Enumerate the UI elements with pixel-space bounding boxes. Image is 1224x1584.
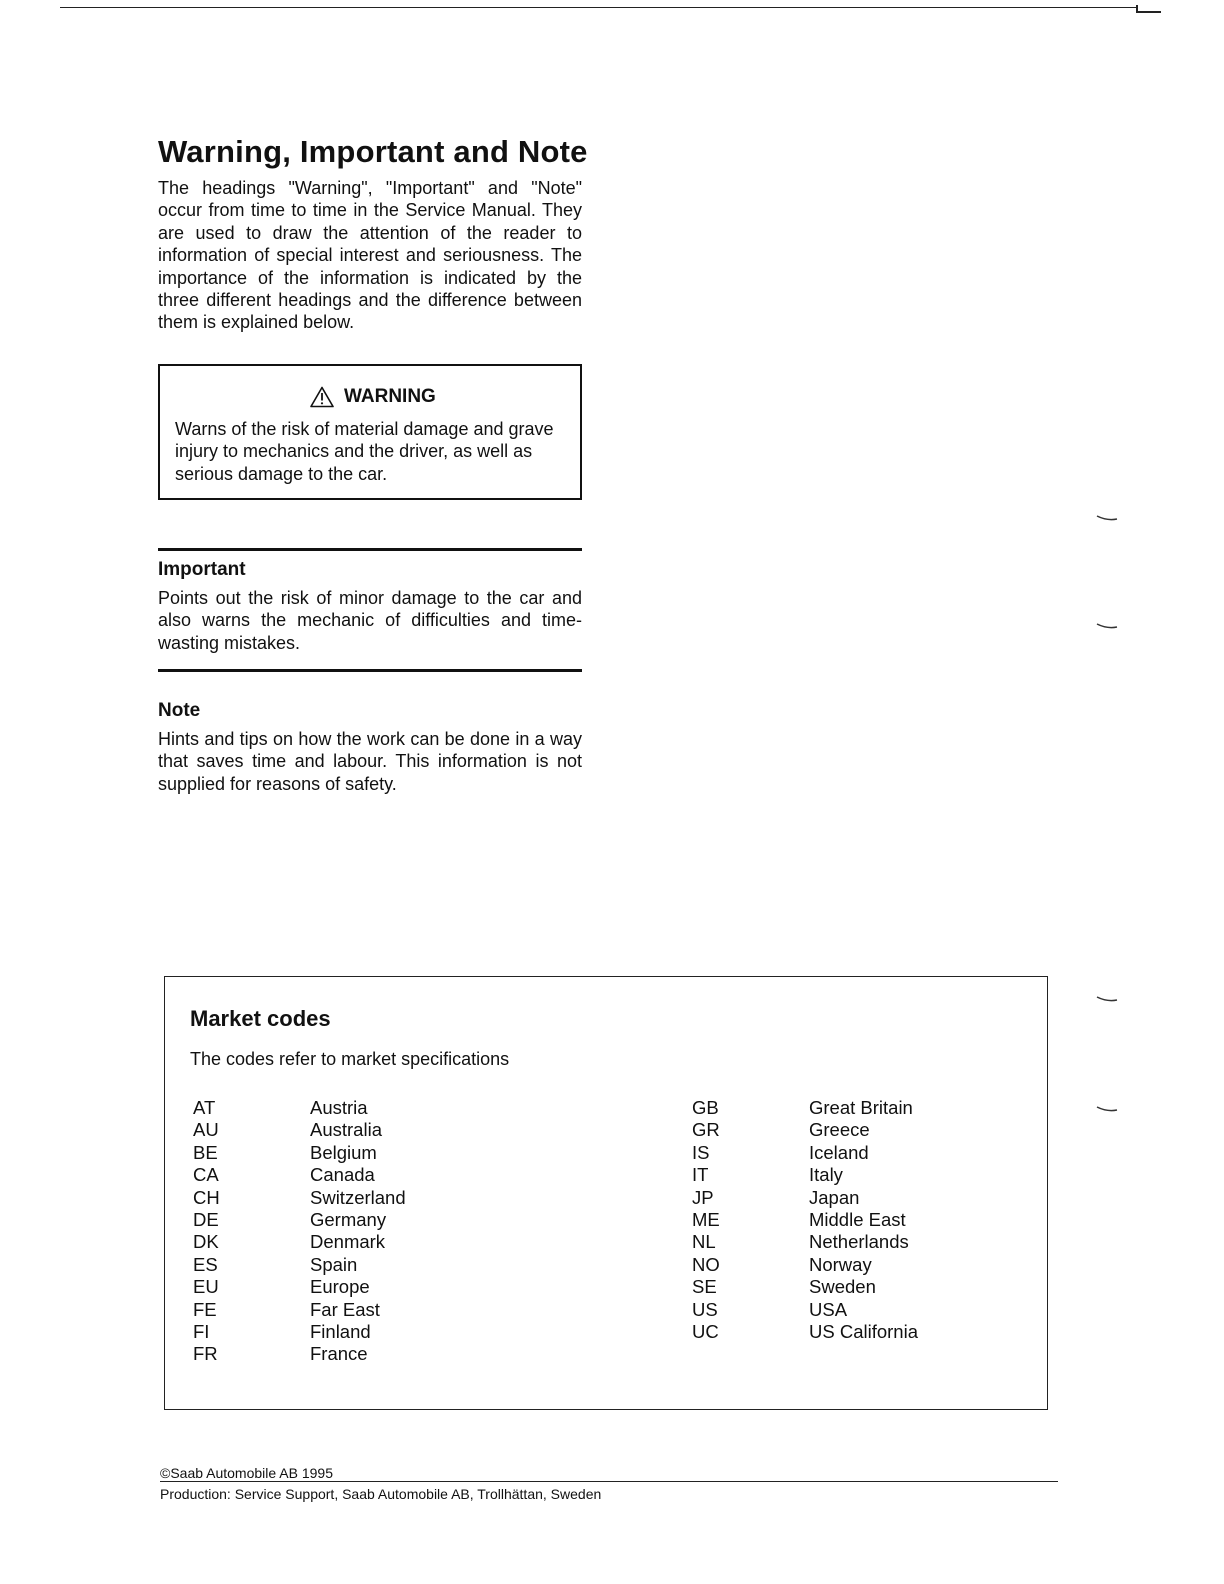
important-text: Points out the risk of minor damage to the car and also warns the mechanic of difficulties and time-wasting mistakes. [158,588,582,653]
warning-heading-label: WARNING [344,386,436,407]
market-country: Belgium [310,1141,377,1163]
market-country: Switzerland [310,1186,406,1208]
market-country: Netherlands [809,1231,909,1253]
market-codes-subtitle: The codes refer to market specifications [190,1049,510,1069]
market-code: NL [692,1231,716,1253]
market-code: SE [692,1276,717,1298]
market-country: USA [809,1298,848,1320]
market-code: IS [692,1141,710,1163]
market-code: GB [692,1097,719,1118]
market-country: Spain [310,1253,358,1275]
market-country: Middle East [809,1208,906,1230]
market-code: BE [193,1141,218,1163]
market-code: DE [193,1208,219,1230]
market-code: AT [193,1097,216,1118]
important-rule [158,548,582,551]
market-country: Austria [310,1097,368,1118]
note-rule [158,669,582,672]
market-code: CH [193,1186,220,1208]
market-code: CA [193,1164,219,1186]
warning-box [158,364,582,500]
intro-paragraph: The headings "Warning", "Important" and "Note" occur from time to time in the Service Manual. They are used to draw the attention of the reader to information of special interest and seriousness. The importance of the information is indicated by the three different headings and the difference between them is explained below. [158,178,582,333]
note-heading: Note [158,700,201,721]
market-code: JP [692,1186,714,1208]
market-country: Great Britain [809,1097,913,1118]
market-code: ME [692,1208,720,1230]
market-country: Europe [310,1276,370,1298]
market-code: UC [692,1320,719,1342]
binding-mark [1096,514,1118,522]
important-heading: Important [158,559,246,580]
market-country: Far East [310,1298,380,1320]
market-codes-title: Market codes [190,1006,331,1031]
market-country: Iceland [809,1141,869,1163]
market-country: US California [809,1320,918,1342]
footer-rule [160,1481,1058,1482]
note-text: Hints and tips on how the work can be done in a way that saves time and labour. This information is not supplied for reasons of safety. [158,729,582,794]
market-country: Denmark [310,1231,386,1253]
page-corner-mark [1136,4,1162,14]
market-code: FR [193,1343,218,1365]
page-title: Warning, Important and Note [158,134,588,169]
footer-copyright: ©Saab Automobile AB 1995 [160,1465,333,1481]
market-code: US [692,1298,718,1320]
market-country: Norway [809,1253,872,1275]
top-rule [60,7,1136,8]
market-code: ES [193,1253,218,1275]
market-code: FE [193,1298,217,1320]
market-country: Greece [809,1119,870,1141]
market-country: Italy [809,1164,843,1186]
footer-production: Production: Service Support, Saab Automobile AB, Trollhättan, Sweden [160,1486,602,1502]
binding-mark [1096,622,1118,630]
market-code: AU [193,1119,219,1141]
market-codes-box [164,976,1048,1410]
market-code: GR [692,1119,720,1141]
market-country: Australia [310,1119,382,1141]
market-code: NO [692,1253,720,1275]
warning-heading [310,386,436,408]
market-code: EU [193,1276,219,1298]
warning-triangle-icon [310,386,334,408]
market-country: Finland [310,1320,371,1342]
market-code: FI [193,1320,210,1342]
market-code: DK [193,1231,219,1253]
market-country: Sweden [809,1276,876,1298]
binding-mark [1096,1105,1118,1113]
market-country: Japan [809,1186,860,1208]
warning-text: Warns of the risk of material damage and grave injury to mechanics and the driver, as well as serious damage to the car. [175,419,554,484]
binding-mark [1096,995,1118,1003]
market-code: IT [692,1164,709,1186]
market-country: Germany [310,1208,387,1230]
market-country: France [310,1343,368,1365]
market-country: Canada [310,1164,375,1186]
